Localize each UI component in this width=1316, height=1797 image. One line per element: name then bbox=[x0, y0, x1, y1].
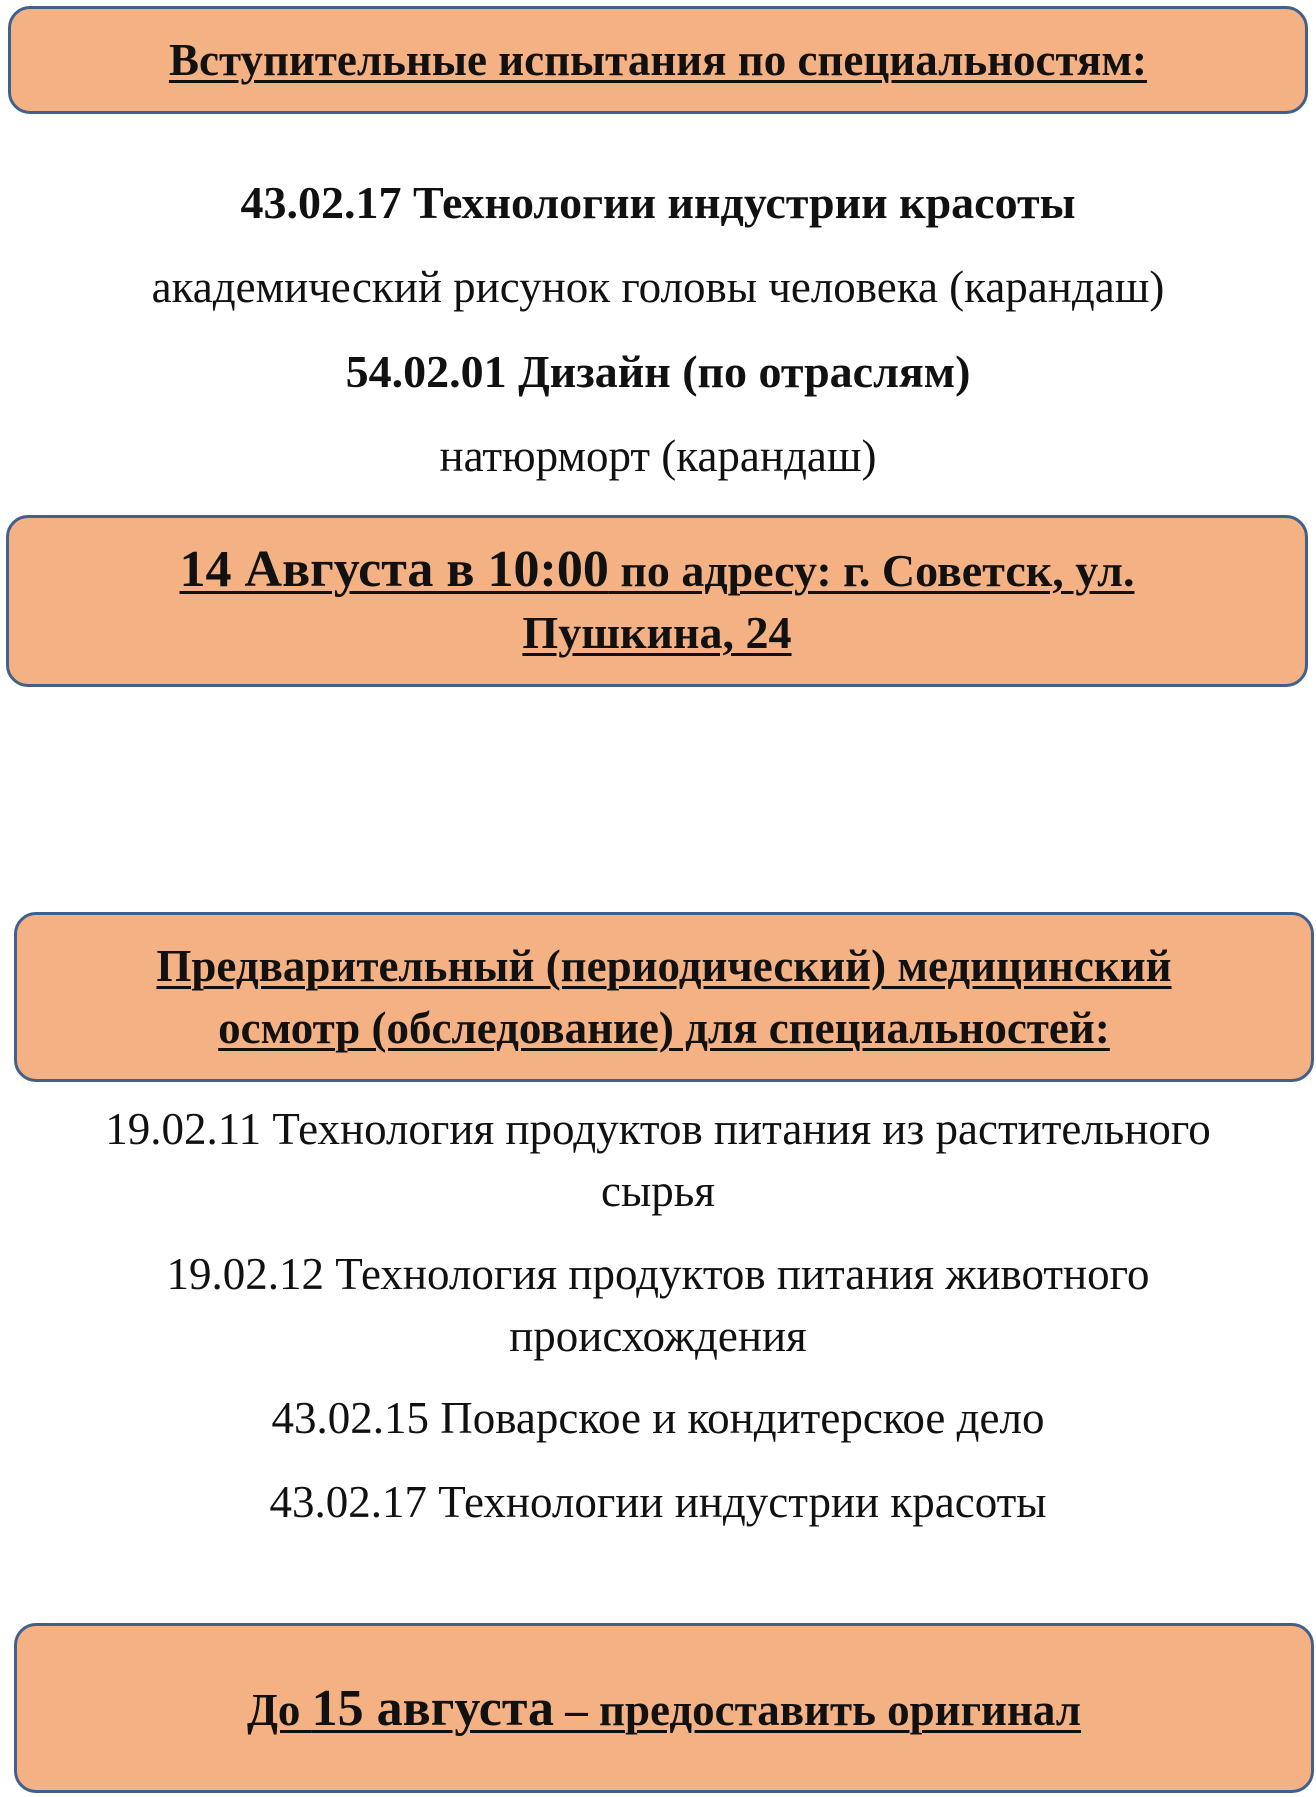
exam-schedule-text bbox=[180, 539, 1135, 664]
exam-address-line-1: по адресу: г. Советск, ул. bbox=[608, 544, 1135, 596]
medical-specialty-2-line-1: 19.02.12 Технология продуктов питания животного bbox=[166, 1249, 1150, 1299]
medical-exam-heading-line-2: осмотр (обследование) для специальностей: bbox=[218, 1003, 1110, 1053]
specialty-exam-2: натюрморт (карандаш) bbox=[439, 431, 877, 481]
deadline-box bbox=[14, 1623, 1314, 1793]
exam-schedule-box bbox=[6, 515, 1308, 687]
exam-address-line-2: Пушкина, 24 bbox=[522, 606, 792, 658]
medical-specialty-1-line-1: 19.02.11 Технология продуктов питания из растительного bbox=[105, 1104, 1211, 1154]
entrance-exams-heading-box bbox=[8, 6, 1308, 114]
deadline-prefix: До bbox=[246, 1684, 312, 1735]
medical-exam-heading bbox=[156, 935, 1171, 1059]
deadline-suffix: – предоставить оригинал bbox=[554, 1684, 1082, 1735]
entrance-exams-heading: Вступительные испытания по специальностям: bbox=[168, 35, 1148, 85]
exam-date-time: 14 Августа в 10:00 bbox=[179, 540, 609, 598]
medical-specialty-2-line-2: происхождения bbox=[509, 1311, 807, 1361]
medical-specialty-1 bbox=[0, 1098, 1316, 1222]
medical-specialty-4: 43.02.17 Технологии индустрии красоты bbox=[269, 1477, 1047, 1527]
specialty-title-1: 43.02.17 Технологии индустрии красоты bbox=[240, 177, 1076, 228]
medical-specialty-2 bbox=[0, 1243, 1316, 1367]
specialty-title-2: 54.02.01 Дизайн (по отраслям) bbox=[345, 346, 971, 397]
medical-exam-heading-box bbox=[14, 912, 1314, 1082]
deadline-text bbox=[247, 1679, 1081, 1738]
medical-specialty-3: 43.02.15 Поварское и кондитерское дело bbox=[271, 1393, 1045, 1443]
medical-specialty-1-line-2: сырья bbox=[601, 1166, 715, 1216]
specialty-exam-1: академический рисунок головы человека (карандаш) bbox=[151, 262, 1165, 312]
deadline-date: 15 августа bbox=[311, 1679, 555, 1737]
medical-exam-heading-line-1: Предварительный (периодический) медицинский bbox=[156, 941, 1172, 991]
